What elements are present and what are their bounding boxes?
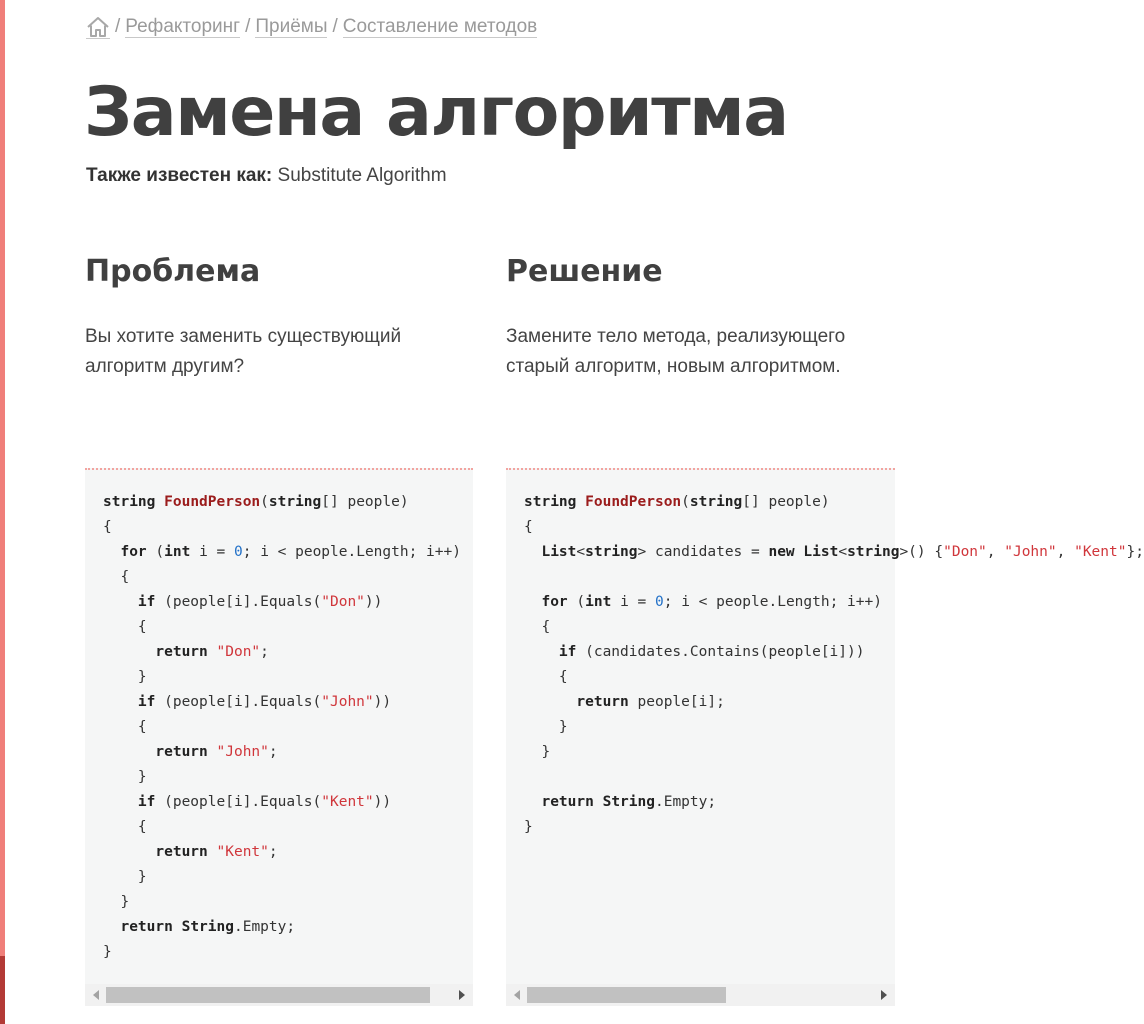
code-line: } xyxy=(524,719,568,735)
solution-heading: Решение xyxy=(506,254,663,289)
breadcrumb-link-refactoring[interactable]: Рефакторинг xyxy=(125,15,241,37)
horizontal-scrollbar[interactable] xyxy=(85,984,473,1006)
breadcrumb-separator: / xyxy=(332,16,338,37)
code-line: if (people[i].Equals("John")) xyxy=(137,694,392,710)
code-line: for (int i = 0; i < people.Length; i++) xyxy=(541,594,882,610)
code-line: { xyxy=(524,619,551,635)
code-line: { xyxy=(103,819,147,835)
breadcrumb-separator: / xyxy=(115,16,121,37)
code-line: string FoundPerson(string[] people) xyxy=(524,494,830,510)
scroll-left-arrow-icon[interactable] xyxy=(93,990,99,1000)
home-icon[interactable] xyxy=(86,16,110,39)
breadcrumb xyxy=(86,14,537,40)
code-line: List<string> candidates = new List<string>() {"Don", "John", "Kent"}; xyxy=(541,544,1144,560)
code-line: return String.Empty; xyxy=(120,919,296,935)
aka-value: Substitute Algorithm xyxy=(277,165,447,186)
scroll-right-arrow-icon[interactable] xyxy=(881,990,887,1000)
code-line: } xyxy=(103,669,147,685)
code-line: } xyxy=(524,819,533,835)
breadcrumb-link-composing-methods[interactable]: Составление методов xyxy=(342,15,538,37)
accent-side-bar-bottom xyxy=(0,956,5,1024)
horizontal-scrollbar[interactable] xyxy=(506,984,895,1006)
scroll-right-arrow-icon[interactable] xyxy=(459,990,465,1000)
code-line: if (people[i].Equals("Don")) xyxy=(137,594,383,610)
scroll-left-arrow-icon[interactable] xyxy=(514,990,520,1000)
code-line: { xyxy=(103,569,130,585)
code-line: } xyxy=(103,869,147,885)
code-line: { xyxy=(103,719,147,735)
code-line: return String.Empty; xyxy=(541,794,717,810)
code-line: } xyxy=(103,944,112,960)
breadcrumb-separator: / xyxy=(245,16,251,37)
solution-text: Замените тело метода, реализующего старый алгоритм, новым алгоритмом. xyxy=(506,326,846,377)
code-line: { xyxy=(524,519,533,535)
breadcrumb-link-techniques[interactable]: Приёмы xyxy=(255,15,328,37)
code-line: { xyxy=(524,669,568,685)
problem-heading: Проблема xyxy=(85,254,261,289)
code-line: string FoundPerson(string[] people) xyxy=(103,494,409,510)
also-known-as xyxy=(86,165,447,187)
code-block-before[interactable] xyxy=(85,468,473,1006)
aka-label: Также известен как: xyxy=(86,165,273,186)
code-line: if (people[i].Equals("Kent")) xyxy=(137,794,392,810)
code-line: if (candidates.Contains(people[i])) xyxy=(558,644,865,660)
code-line: for (int i = 0; i < people.Length; i++) xyxy=(120,544,461,560)
accent-side-bar xyxy=(0,0,5,1024)
code-line: { xyxy=(103,519,112,535)
code-line: return "Don"; xyxy=(155,644,269,660)
code-line: return "Kent"; xyxy=(155,844,278,860)
scrollbar-thumb[interactable] xyxy=(106,987,430,1003)
problem-text: Вы хотите заменить существующий алгоритм другим? xyxy=(85,326,402,377)
code-line: return people[i]; xyxy=(576,694,725,710)
page-title: Замена алгоритма xyxy=(84,73,788,152)
code-line: } xyxy=(103,894,130,910)
code-line: return "John"; xyxy=(155,744,278,760)
code-line: } xyxy=(103,769,147,785)
code-line: { xyxy=(103,619,147,635)
code-line: } xyxy=(524,744,551,760)
code-block-after[interactable] xyxy=(506,468,1144,1006)
code-before xyxy=(103,490,461,965)
code-after xyxy=(524,490,1144,840)
scrollbar-thumb[interactable] xyxy=(527,987,726,1003)
